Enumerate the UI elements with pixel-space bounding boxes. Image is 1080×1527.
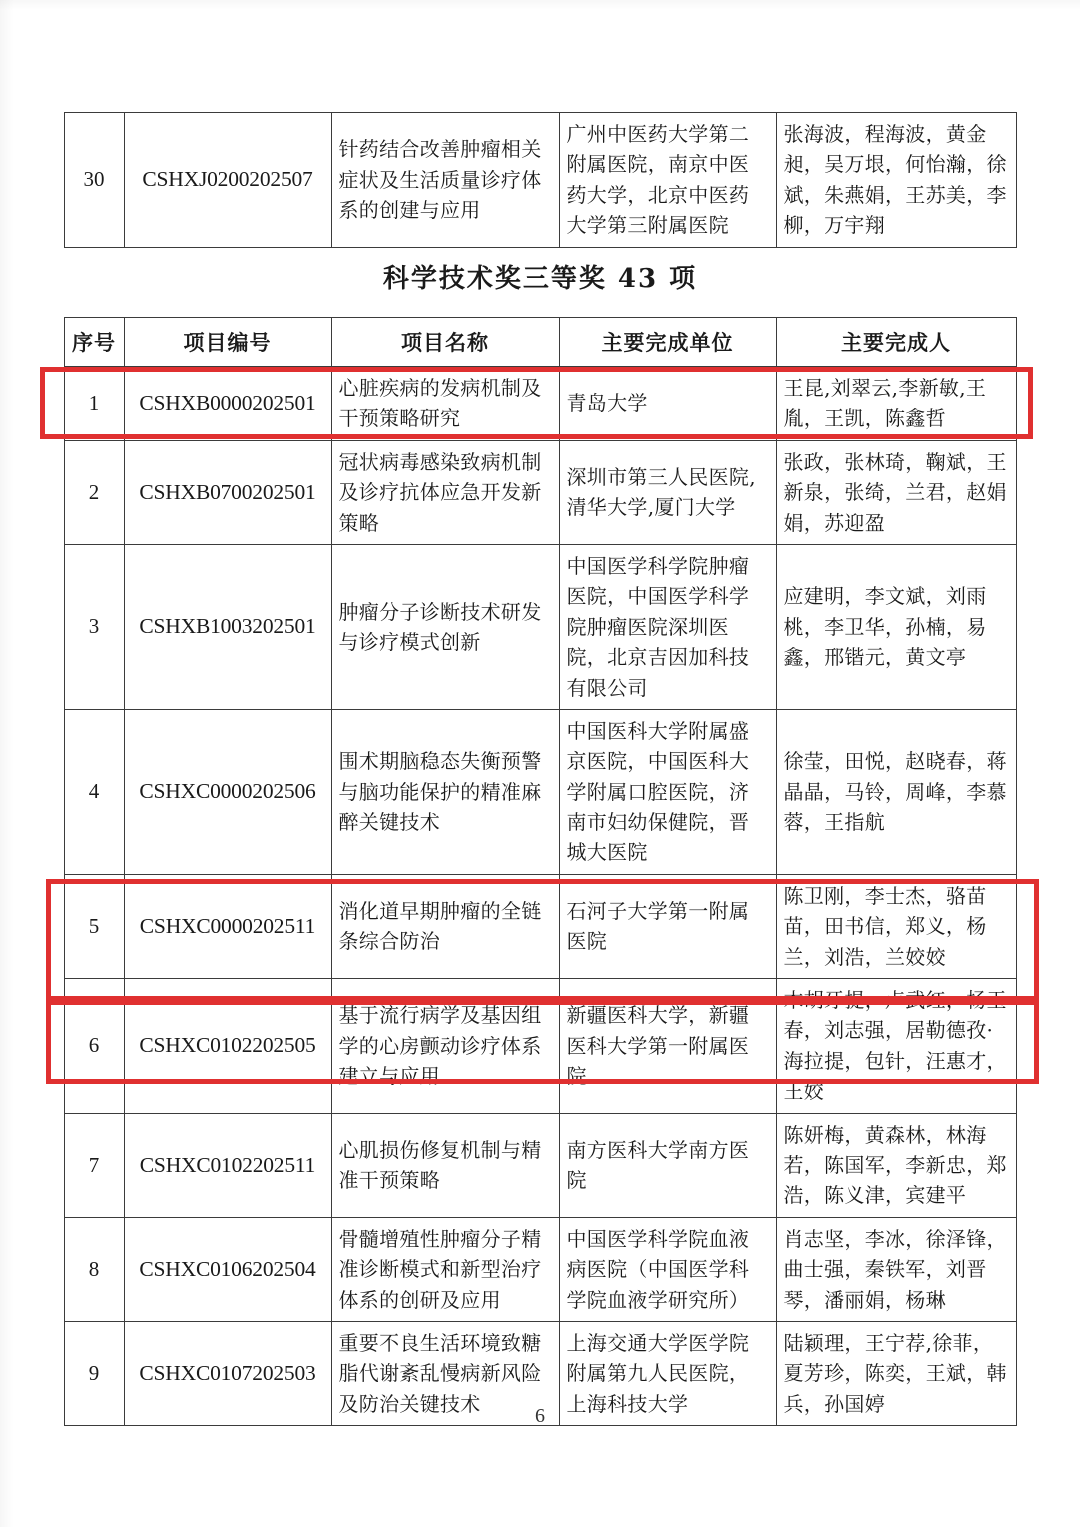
cell-project-name: 消化道早期肿瘤的全链条综合防治 bbox=[331, 874, 559, 978]
award-table-section bbox=[0, 317, 1080, 1426]
column-header-people: 主要完成人 bbox=[776, 318, 1016, 367]
column-header-name: 项目名称 bbox=[331, 318, 559, 367]
third-prize-award-table bbox=[64, 317, 1017, 1426]
cell-people: 肖志坚，李冰，徐泽锋，曲士强，秦铁军，刘晋琴，潘丽娟，杨琳 bbox=[776, 1217, 1016, 1321]
cell-sequence: 3 bbox=[64, 544, 124, 709]
cell-project-code: CSHXC0102202505 bbox=[124, 979, 331, 1114]
column-header-unit: 主要完成单位 bbox=[559, 318, 776, 367]
cell-project-name: 冠状病毒感染致病机制及诊疗抗体应急开发新策略 bbox=[331, 440, 559, 544]
table-row bbox=[64, 1113, 1016, 1217]
cell-sequence: 9 bbox=[64, 1321, 124, 1425]
cell-people: 陈卫刚，李士杰，骆苗苗，田书信，郑义，杨兰，刘浩，兰姣姣 bbox=[776, 874, 1016, 978]
cell-sequence: 8 bbox=[64, 1217, 124, 1321]
table-header bbox=[64, 318, 1016, 367]
cell-project-code: CSHXC0000202506 bbox=[124, 709, 331, 874]
cell-project-code: CSHXC0107202503 bbox=[124, 1321, 331, 1425]
cell-project-code: CSHXC0102202511 bbox=[124, 1113, 331, 1217]
page-number: 6 bbox=[535, 1405, 545, 1427]
cell-unit: 新疆医科大学，新疆医科大学第一附属医院 bbox=[559, 979, 776, 1114]
cell-unit: 青岛大学 bbox=[559, 367, 776, 441]
column-header-sequence: 序号 bbox=[64, 318, 124, 367]
cell-sequence: 7 bbox=[64, 1113, 124, 1217]
cell-sequence: 1 bbox=[64, 367, 124, 441]
table-row bbox=[64, 874, 1016, 978]
cell-project-code: CSHXJ0200202507 bbox=[124, 113, 331, 248]
cell-unit: 广州中医药大学第二附属医院，南京中医药大学，北京中医药大学第三附属医院 bbox=[559, 113, 776, 248]
cell-unit: 石河子大学第一附属医院 bbox=[559, 874, 776, 978]
cell-sequence: 2 bbox=[64, 440, 124, 544]
section-title: 科学技术奖三等奖 43 项 bbox=[382, 264, 698, 294]
cell-unit: 上海交通大学医学院附属第九人民医院，上海科技大学 bbox=[559, 1321, 776, 1425]
table-header-row bbox=[64, 318, 1016, 367]
scan-edge-top bbox=[0, 0, 1080, 10]
continued-award-table bbox=[64, 112, 1017, 248]
cell-project-code: CSHXB0700202501 bbox=[124, 440, 331, 544]
cell-people: 陈妍梅，黄森林，林海若，陈国军，李新忠，郑浩，陈义津，宾建平 bbox=[776, 1113, 1016, 1217]
table-body bbox=[64, 367, 1016, 1426]
continued-table-section bbox=[0, 112, 1080, 248]
cell-project-name: 基于流行病学及基因组学的心房颤动诊疗体系建立与应用 bbox=[331, 979, 559, 1114]
cell-sequence: 4 bbox=[64, 709, 124, 874]
cell-people: 张政，张林琦，鞠斌，王新泉，张绮，兰君，赵娟娟，苏迎盈 bbox=[776, 440, 1016, 544]
cell-project-name: 针药结合改善肿瘤相关症状及生活质量诊疗体系的创建与应用 bbox=[331, 113, 559, 248]
cell-project-name: 心肌损伤修复机制与精准干预策略 bbox=[331, 1113, 559, 1217]
cell-project-name: 重要不良生活环境致糖脂代谢紊乱慢病新风险及防治关键技术 bbox=[331, 1321, 559, 1425]
cell-people: 木胡牙提，卢武红，杨玉春，刘志强，居勒德孜·海拉提，包针，汪惠才，王姣 bbox=[776, 979, 1016, 1114]
cell-project-name: 肿瘤分子诊断技术研发与诊疗模式创新 bbox=[331, 544, 559, 709]
table-row bbox=[64, 544, 1016, 709]
cell-unit: 中国医科大学附属盛京医院，中国医科大学附属口腔医院，济南市妇幼保健院，晋城大医院 bbox=[559, 709, 776, 874]
cell-unit: 南方医科大学南方医院 bbox=[559, 1113, 776, 1217]
cell-project-name: 骨髓增殖性肿瘤分子精准诊断模式和新型治疗体系的创研及应用 bbox=[331, 1217, 559, 1321]
cell-unit: 中国医学科学院血液病医院（中国医学科学院血液学研究所） bbox=[559, 1217, 776, 1321]
cell-project-name: 心脏疾病的发病机制及干预策略研究 bbox=[331, 367, 559, 441]
column-header-code: 项目编号 bbox=[124, 318, 331, 367]
cell-people: 徐莹，田悦，赵晓春，蒋晶晶，马铃，周峰，李慕蓉，王指航 bbox=[776, 709, 1016, 874]
cell-unit: 深圳市第三人民医院,清华大学,厦门大学 bbox=[559, 440, 776, 544]
cell-people: 王昆,刘翠云,李新敏,王胤，王凯，陈鑫哲 bbox=[776, 367, 1016, 441]
table-row bbox=[64, 709, 1016, 874]
cell-people: 陆颖理，王宁荐,徐菲，夏芳珍，陈奕，王斌，韩兵，孙国婷 bbox=[776, 1321, 1016, 1425]
cell-project-code: CSHXB0000202501 bbox=[124, 367, 331, 441]
table-row bbox=[64, 979, 1016, 1114]
table-row bbox=[64, 367, 1016, 441]
cell-project-code: CSHXC0000202511 bbox=[124, 874, 331, 978]
cell-sequence: 5 bbox=[64, 874, 124, 978]
table-row bbox=[64, 440, 1016, 544]
table-row bbox=[64, 113, 1016, 248]
cell-project-code: CSHXB1003202501 bbox=[124, 544, 331, 709]
cell-sequence: 6 bbox=[64, 979, 124, 1114]
cell-unit: 中国医学科学院肿瘤医院，中国医学科学院肿瘤医院深圳医院，北京吉因加科技有限公司 bbox=[559, 544, 776, 709]
cell-project-name: 围术期脑稳态失衡预警与脑功能保护的精准麻醉关键技术 bbox=[331, 709, 559, 874]
cell-people: 张海波，程海波，黄金昶，吴万垠，何怡瀚，徐斌，朱燕娟，王苏美，李柳，万宇翔 bbox=[776, 113, 1016, 248]
cell-sequence: 30 bbox=[64, 113, 124, 248]
cell-project-code: CSHXC0106202504 bbox=[124, 1217, 331, 1321]
cell-people: 应建明，李文斌，刘雨桃，李卫华，孙楠，易鑫，邢锴元，黄文亭 bbox=[776, 544, 1016, 709]
table-row bbox=[64, 1217, 1016, 1321]
